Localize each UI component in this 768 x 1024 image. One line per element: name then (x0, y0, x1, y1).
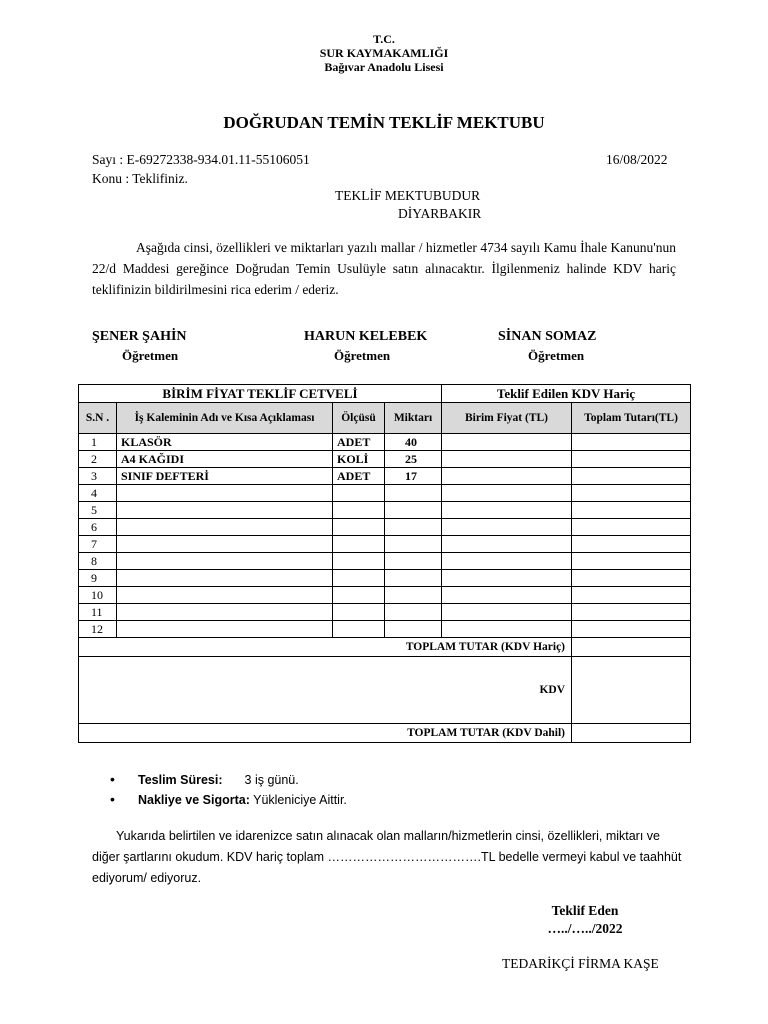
row-total-cell[interactable] (572, 519, 691, 536)
kdv-cell[interactable] (572, 657, 691, 724)
signatory-name: SİNAN SOMAZ (498, 329, 597, 344)
offer-label: Teklif Eden (551, 903, 619, 918)
column-header: Ölçüsü (333, 403, 385, 434)
row-unit (333, 587, 385, 604)
signatory-role: Öğretmen (334, 348, 391, 363)
intro-paragraph (92, 237, 676, 300)
table-row (79, 468, 691, 485)
row-total-cell[interactable] (572, 587, 691, 604)
subtitle-city: DİYARBAKIR (398, 206, 482, 221)
total-incl-label: TOPLAM TUTAR (KDV Dahil) (79, 724, 572, 743)
row-total-cell[interactable] (572, 468, 691, 485)
row-unit (333, 604, 385, 621)
declaration-paragraph (92, 826, 682, 889)
row-unit-price-cell[interactable] (442, 570, 572, 587)
header-school: Bağıvar Anadolu Lisesi (324, 60, 444, 74)
row-item-name (117, 587, 333, 604)
row-sn: 8 (79, 553, 117, 570)
table-header-row (79, 403, 691, 434)
document-date: 16/08/2022 (606, 152, 668, 167)
row-sn: 6 (79, 519, 117, 536)
konu-line: Konu : Teklifiniz. (92, 171, 188, 186)
row-sn: 1 (79, 434, 117, 451)
supplier-stamp-label: TEDARİKÇİ FİRMA KAŞE (502, 956, 659, 971)
price-offer-table (78, 384, 691, 743)
row-total-cell[interactable] (572, 570, 691, 587)
row-quantity (385, 502, 442, 519)
row-item-name: KLASÖR (117, 434, 333, 451)
condition-label: Teslim Süresi: (138, 773, 223, 787)
row-quantity: 25 (385, 451, 442, 468)
row-quantity (385, 621, 442, 638)
row-item-name (117, 553, 333, 570)
row-item-name: SINIF DEFTERİ (117, 468, 333, 485)
offer-date: …../…../2022 (547, 921, 623, 936)
row-unit (333, 570, 385, 587)
table-row (79, 570, 691, 587)
row-unit-price-cell[interactable] (442, 536, 572, 553)
row-unit: ADET (333, 434, 385, 451)
row-total-cell[interactable] (572, 553, 691, 570)
row-quantity (385, 553, 442, 570)
page-title: DOĞRUDAN TEMİN TEKLİF MEKTUBU (223, 113, 545, 132)
signatory-role: Öğretmen (528, 348, 585, 363)
row-unit (333, 553, 385, 570)
bullet-icon: • (110, 771, 115, 787)
row-quantity: 40 (385, 434, 442, 451)
signatory-2 (304, 329, 484, 364)
row-unit (333, 502, 385, 519)
row-unit-price-cell[interactable] (442, 519, 572, 536)
table-row (79, 604, 691, 621)
row-total-cell[interactable] (572, 485, 691, 502)
signatory-3 (498, 329, 678, 364)
column-header: Miktarı (385, 403, 442, 434)
row-unit-price-cell[interactable] (442, 485, 572, 502)
kdv-row (79, 657, 691, 724)
row-item-name (117, 536, 333, 553)
table-row (79, 519, 691, 536)
row-total-cell[interactable] (572, 621, 691, 638)
table-row (79, 451, 691, 468)
table-caption-left: BİRİM FİYAT TEKLİF CETVELİ (79, 385, 442, 403)
signatory-1 (92, 329, 272, 364)
row-sn: 10 (79, 587, 117, 604)
table-row (79, 553, 691, 570)
column-header: S.N . (79, 403, 117, 434)
table-row (79, 621, 691, 638)
row-unit (333, 536, 385, 553)
row-total-cell[interactable] (572, 604, 691, 621)
row-unit (333, 485, 385, 502)
table-row (79, 434, 691, 451)
row-unit-price-cell[interactable] (442, 434, 572, 451)
row-sn: 9 (79, 570, 117, 587)
row-quantity (385, 519, 442, 536)
row-quantity: 17 (385, 468, 442, 485)
signatory-name: ŞENER ŞAHİN (92, 329, 187, 344)
table-caption-right: Teklif Edilen KDV Hariç (442, 385, 691, 403)
condition-transport (110, 791, 347, 807)
row-sn: 11 (79, 604, 117, 621)
column-header: Toplam Tutarı(TL) (572, 403, 691, 434)
row-unit-price-cell[interactable] (442, 587, 572, 604)
row-sn: 4 (79, 485, 117, 502)
row-item-name (117, 502, 333, 519)
declaration-text: Yukarıda belirtilen ve idarenizce satın alınacak olan malların/hizmetlerin cinsi, özellikleri, miktarı ve diğer şartlarını okudum. KDV hariç toplam ……………………………….TL bedelle vermeyi kabul ve taahhüt ediyorum/ ediyoruz. (92, 829, 682, 885)
table-caption-row (79, 385, 691, 403)
row-unit (333, 519, 385, 536)
intro-text: Aşağıda cinsi, özellikleri ve miktarları yazılı mallar / hizmetler 4734 sayılı Kamu İhale Kanunu'nun 22/d Maddesi gereğince Doğrudan Temin Usulüyle satın alınacaktır. İlgilenmeniz halinde KDV hariç teklifinizin bildirilmesini rica ederim / ederiz. (92, 240, 676, 297)
row-unit-price-cell[interactable] (442, 553, 572, 570)
row-item-name (117, 604, 333, 621)
sayi-label: Sayı : (92, 152, 124, 167)
table-row (79, 502, 691, 519)
table-row (79, 587, 691, 604)
row-unit: KOLİ (333, 451, 385, 468)
row-item-name: A4 KAĞIDI (117, 451, 333, 468)
row-total-cell[interactable] (572, 434, 691, 451)
row-quantity (385, 485, 442, 502)
row-total-cell[interactable] (572, 502, 691, 519)
row-item-name (117, 519, 333, 536)
condition-value: Yükleniciye Aittir. (249, 793, 347, 807)
row-item-name (117, 570, 333, 587)
row-quantity (385, 604, 442, 621)
header-institution: SUR KAYMAKAMLIĞI (319, 46, 449, 60)
sayi-value: E-69272338-934.01.11-55106051 (126, 152, 310, 167)
signatory-role: Öğretmen (122, 348, 179, 363)
table-row (79, 485, 691, 502)
header-tc: T.C. (373, 32, 395, 46)
row-total-cell[interactable] (572, 536, 691, 553)
row-unit-price-cell[interactable] (442, 621, 572, 638)
total-excl-label: TOPLAM TUTAR (KDV Hariç) (79, 638, 572, 657)
signatory-name: HARUN KELEBEK (304, 329, 428, 344)
row-sn: 7 (79, 536, 117, 553)
condition-value: 3 iş günü. (244, 773, 299, 787)
table-row (79, 536, 691, 553)
row-unit: ADET (333, 468, 385, 485)
total-excl-cell[interactable] (572, 638, 691, 657)
row-sn: 5 (79, 502, 117, 519)
subtitle-teklif: TEKLİF MEKTUBUDUR (335, 188, 481, 203)
row-quantity (385, 570, 442, 587)
kdv-label: KDV (79, 657, 572, 724)
total-incl-cell[interactable] (572, 724, 691, 743)
row-item-name (117, 621, 333, 638)
row-sn: 3 (79, 468, 117, 485)
row-unit (333, 621, 385, 638)
condition-delivery (110, 771, 299, 787)
total-excl-row (79, 638, 691, 657)
row-unit-price-cell[interactable] (442, 468, 572, 485)
sayi-row (92, 152, 310, 168)
column-header: Birim Fiyat (TL) (442, 403, 572, 434)
total-incl-row (79, 724, 691, 743)
row-sn: 12 (79, 621, 117, 638)
bullet-icon: • (110, 791, 115, 807)
row-total-cell[interactable] (572, 451, 691, 468)
row-quantity (385, 587, 442, 604)
row-item-name (117, 485, 333, 502)
row-unit-price-cell[interactable] (442, 451, 572, 468)
row-quantity (385, 536, 442, 553)
row-unit-price-cell[interactable] (442, 604, 572, 621)
condition-label: Nakliye ve Sigorta: (138, 793, 250, 807)
row-sn: 2 (79, 451, 117, 468)
column-header: İş Kaleminin Adı ve Kısa Açıklaması (117, 403, 333, 434)
row-unit-price-cell[interactable] (442, 502, 572, 519)
